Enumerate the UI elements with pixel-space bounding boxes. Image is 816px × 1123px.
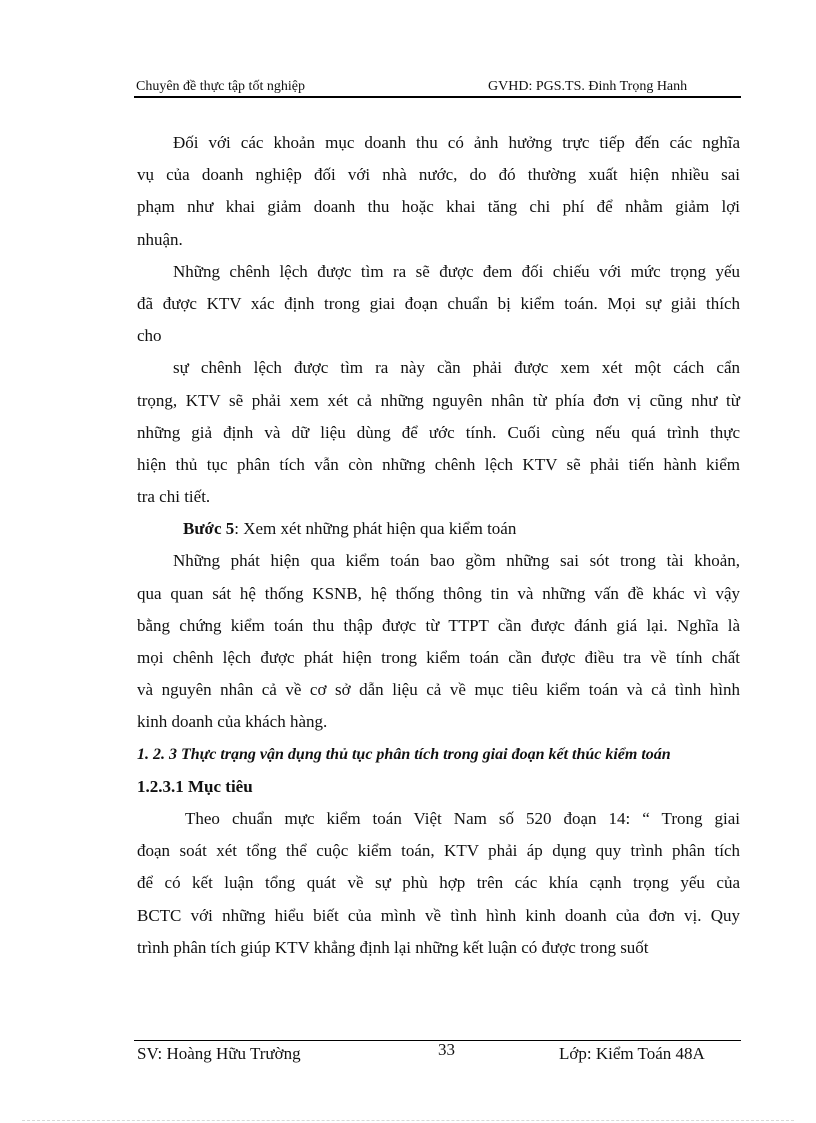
page-number: 33 [438,1040,455,1059]
document-body [137,127,740,964]
page-edge-divider [22,1120,794,1121]
paragraph-line: để có kết luận tổng quát về sự phù hợp trên các khía cạnh trọng yếu của [137,873,740,893]
paragraph-line: Theo chuẩn mực kiểm toán Việt Nam số 520 đoạn 14: “ Trong giai [185,808,740,828]
footer-class: Lớp: Kiểm Toán 48A [559,1044,705,1063]
paragraph-line: và nguyên nhân cả về cơ sở dẫn liệu cả về mục tiêu kiểm toán và cả tình hình [137,680,740,700]
paragraph-line: BCTC với những hiểu biết của mình về tình hình kinh doanh của đơn vị. Quy [137,905,740,925]
paragraph-line: phạm như khai giảm doanh thu hoặc khai tăng chi phí để nhằm giảm lợi [137,197,740,217]
step-title: Xem xét những phát hiện qua kiểm toán [243,519,517,539]
header-course-title: Chuyên đề thực tập tốt nghiệp [136,79,305,94]
paragraph-line: hiện thủ tục phân tích vẫn còn những chênh lệch KTV sẽ phải tiến hành kiểm [137,454,740,474]
paragraph-line: tra chi tiết. [137,487,211,507]
paragraph-line: qua quan sát hệ thống KSNB, hệ thống thông tin và những vấn đề khác vì vậy [137,583,740,603]
paragraph-line: đoạn soát xét tổng thể cuộc kiểm toán, KTV phải áp dụng quy trình phân tích [137,841,740,861]
paragraph-line: trình phân tích giúp KTV khẳng định lại những kết luận có được trong suốt [137,937,649,957]
subsection-heading: 1.2.3.1 Mục tiêu [137,776,253,796]
paragraph-line: Đối với các khoản mục doanh thu có ảnh hưởng trực tiếp đến các nghĩa [173,133,740,152]
paragraph-line: những giả định và dữ liệu dùng để ước tính. Cuối cùng nếu quá trình thực [137,422,740,442]
paragraph-line: Những phát hiện qua kiểm toán bao gồm những sai sót trong tài khoản, [173,551,740,571]
section-heading: 1. 2. 3 Thực trạng vận dụng thủ tục phân tích trong giai đoạn kết thúc kiểm toán [137,745,671,763]
paragraph-line: sự chênh lệch được tìm ra này cần phải được xem xét một cách cẩn [173,358,740,378]
paragraph-line: cho [137,326,162,346]
footer-student: SV: Hoàng Hữu Trường [137,1044,301,1063]
step-heading [137,513,740,545]
step-colon: : [234,519,244,539]
paragraph-line: bằng chứng kiểm toán thu thập được từ TTPT cần được đánh giá lại. Nghĩa là [137,615,740,635]
step-label: Bước 5 [183,519,235,539]
paragraph-line: đã được KTV xác định trong giai đoạn chuẩn bị kiểm toán. Mọi sự giải thích [137,293,740,313]
header-supervisor: GVHD: PGS.TS. Đinh Trọng Hanh [488,79,688,94]
paragraph-line: trọng, KTV sẽ phải xem xét cả những nguyên nhân từ phía đơn vị cũng như từ [137,390,740,410]
header-divider [134,96,741,98]
paragraph-line: nhuận. [137,229,183,249]
paragraph-line: kinh doanh của khách hàng. [137,712,328,732]
paragraph-line: vụ của doanh nghiệp đối với nhà nước, do đó thường xuất hiện nhiều sai [137,165,740,185]
paragraph-line: Những chênh lệch được tìm ra sẽ được đem đối chiếu với mức trọng yếu [173,261,740,281]
paragraph-line: mọi chênh lệch được phát hiện trong kiểm toán cần được điều tra về tính chất [137,648,740,667]
